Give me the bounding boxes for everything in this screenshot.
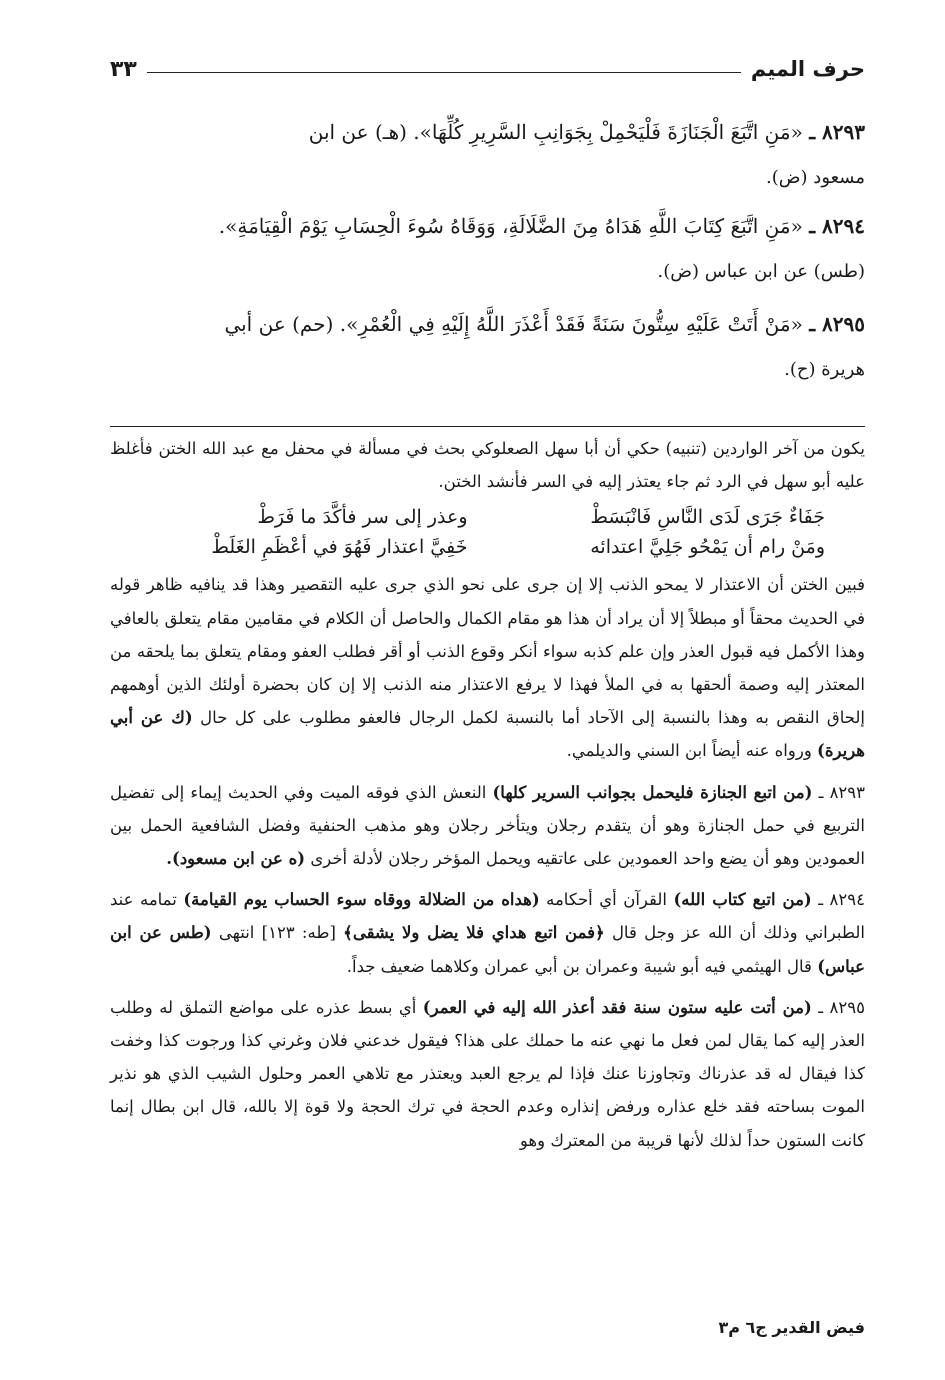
page-header bbox=[110, 52, 865, 86]
page-number: ٣٣ bbox=[110, 56, 137, 82]
source-citation: (طس عن ابن عباس) bbox=[110, 923, 865, 976]
hadith-source: مسعود (ض). bbox=[766, 167, 865, 188]
hadith-text: «مَنْ أَتَتْ عَلَيْهِ سِتُّونَ سَنَةً فَقَدْ أَعْذَرَ اللَّهُ إِلَيْهِ فِي الْعُمْرِ». (حم) عن أبي bbox=[224, 312, 803, 336]
chapter-title: حرف الميم bbox=[750, 57, 865, 81]
hadith-8295 bbox=[110, 300, 865, 392]
hadith-quote: (من اتبع الجنازة فليحمل بجوانب السرير كلها) bbox=[492, 782, 813, 802]
quran-quote: ﴿فمن اتبع هداي فلا يضل ولا يشقى﴾ bbox=[343, 923, 605, 943]
header-rule bbox=[147, 72, 741, 73]
hadith-8294 bbox=[110, 202, 865, 294]
hadith-text: «مَنِ اتَّبَعَ الْجَنَازَةَ فَلْيَحْمِلْ بِجَوَانِبِ السَّرِيرِ كُلِّهَا». (هـ) عن ابن bbox=[308, 120, 803, 144]
source-citation: (ك عن أبي هريرة) bbox=[110, 708, 865, 761]
commentary-number: ٨٢٩٥ ـ bbox=[818, 997, 865, 1017]
commentary-section bbox=[110, 432, 865, 1157]
footnote-separator bbox=[110, 426, 865, 427]
hadith-number: ٨٢٩٣ ـ bbox=[809, 120, 865, 144]
commentary-8295: ٨٢٩٥ ـ (من أتت عليه ستون سنة فقد أعذر الله إليه في العمر) أي بسط عذره على مواضع التملق له وطلب العذر إليه كما يقال لمن فعل ما نهي عنه ما حملك على هذا؟ فيقول خدعني فلان وغرني كذا ورجوت كذا وخفت كذا فيقال له قد عذرناك وتجاوزنا عنك فإذا لم يرجع العبد ويعتذر مع تلاهي العمر وحلول الشيب الذي هو نذير الموت بساحته فقد خلع عذاره ورفض إنذاره وعدم الحجة في ترك الحجة ولا قوة إلا بالله، قال ابن بطال إنما كانت الستون حداً لذلك لأنها قريبة من المعترك وهو bbox=[110, 997, 865, 1150]
verse-line-1b: وعذر إلى سر فأكَّدَ ما فَرَطْ bbox=[257, 506, 468, 529]
commentary-number: ٨٢٩٣ ـ bbox=[818, 782, 866, 802]
verse-line-2b: خَفِيَّ اعتذار فَهُوَ في أعْظَمِ الغَلَطْ bbox=[211, 536, 468, 559]
page-footer: فيض القدير ج٦ م٣ bbox=[718, 1318, 865, 1337]
commentary-number: ٨٢٩٤ ـ bbox=[818, 890, 865, 910]
commentary-8293: ٨٢٩٣ ـ (من اتبع الجنازة فليحمل بجوانب السرير كلها) النعش الذي فوقه الميت وفي الحديث إيماء إلى تفضيل التربيع في حمل الجنازة وهو أن يتقدم رجلان ويتأخر رجلان وهو مذهب الحنفية وفضل الشافعية الحمل بين العمودين وهو أن يضع واحد العمودين على عاتقيه ويحمل المؤخر رجلان لأدلة أخرى (ه عن ابن مسعود). bbox=[110, 782, 866, 869]
verse-line-1a: جَفَاءٌ جَرَى لَدَى النَّاسِ فَانْبَسَطْ bbox=[590, 506, 825, 529]
hadith-quote-2: (هداه من الضلالة ووقاه سوء الحساب يوم القيامة) bbox=[183, 890, 540, 910]
hadith-quote: (من أتت عليه ستون سنة فقد أعذر الله إليه في العمر) bbox=[422, 997, 812, 1017]
poem-verse bbox=[110, 498, 865, 568]
hadith-number: ٨٢٩٥ ـ bbox=[809, 312, 865, 336]
commentary-paragraph-1: فبين الختن أن الاعتذار لا يمحو الذنب إلا إن جرى على نحو الذي جرى عليه التقصير وهذا قد ينافيه ظاهر قوله في الحديث محقاً أو مبطلاً إلا أن يراد أن هذا هو مقام الكمال والحاصل أن الكلام في مقامين مقام يتعلق بالعافي وهذا الأكمل فيه قبول العذر وإن علم كذبه سواء أنكر وقوع الذنب أو أقر فطلب العفو ومقام يتعلق بما يلحقه من المعتذر إليه وصمة ألحقها به في الملأ فهذا لا يرفع الاعتذار منه الذنب إلا إن كان بحضرة أولئك الذين أوهمهم إلحاق النقص به وهذا بالنسبة إلى الآحاد أما بالنسبة لكمل الرجال فالعفو مطلوب على كل حال (ك عن أبي هريرة) ورواه عنه أيضاً ابن السني والديلمي. bbox=[110, 575, 865, 761]
verse-line-2a: ومَنْ رام أن يَمْحُو جَلِيَّ اعتدائه bbox=[590, 536, 825, 559]
commentary-8294: ٨٢٩٤ ـ (من اتبع كتاب الله) القرآن أي أحكامه (هداه من الضلالة ووقاه سوء الحساب يوم القيامة) تمامه عند الطبراني وذلك أن الله عز وجل قال ﴿فمن اتبع هداي فلا يضل ولا يشقى﴾ [طه: ١٢٣] انتهى (طس عن ابن عباس) قال الهيثمي فيه أبو شيبة وعمران بن أبي عمران وكلاهما ضعيف جداً. bbox=[110, 890, 865, 976]
commentary-intro: يكون من آخر الواردين (تنبيه) حكي أن أبا سهل الصعلوكي بحث في مسألة في محفل مع عبد الله الختن فأغلظ عليه أبو سهل في الرد ثم جاء يعتذر إليه في السر فأنشد الختن. bbox=[110, 439, 865, 492]
source-citation: (ه عن ابن مسعود). bbox=[166, 849, 306, 869]
hadith-quote: (من اتبع كتاب الله) bbox=[673, 890, 812, 910]
hadith-8293 bbox=[110, 108, 865, 200]
hadith-source: (طس) عن ابن عباس (ض). bbox=[657, 261, 865, 282]
hadith-source: هريرة (ح). bbox=[784, 359, 865, 380]
hadith-number: ٨٢٩٤ ـ bbox=[809, 214, 865, 238]
hadith-text: «مَنِ اتَّبَعَ كِتَابَ اللَّهِ هَدَاهُ مِنَ الضَّلَالَةِ، وَوَقَاهُ سُوءَ الْحِسَابِ يَوْمَ الْقِيَامَةِ». bbox=[218, 214, 803, 238]
